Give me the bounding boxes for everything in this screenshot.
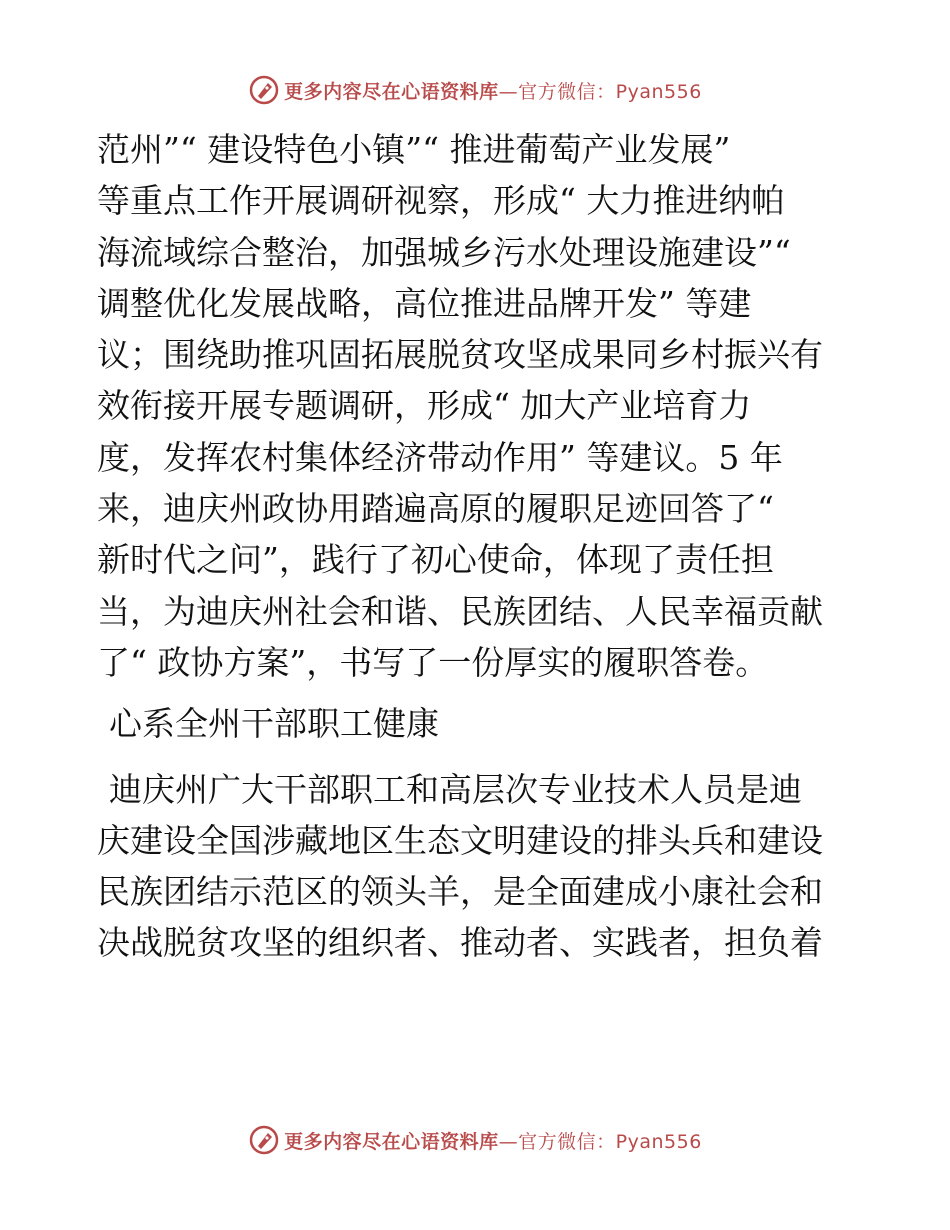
footer-promo-text (284, 1127, 702, 1154)
paragraph-1-line: 来，迪庆州政协用踏遍高原的履职足迹回答了“ (97, 489, 774, 529)
paragraph-1-line: 议；围绕助推巩固拓展脱贫攻坚成果同乡村振兴有 (97, 335, 823, 375)
paragraph-2 (97, 764, 857, 969)
paragraph-1-line: 调整优化发展战略，高位推进品牌开发” 等建 (97, 283, 752, 323)
header-banner (0, 70, 950, 110)
paragraph-1-line: 范州”“ 建设特色小镇”“ 推进葡萄产业发展” (97, 130, 731, 169)
paragraph-2-line: 民族团结示范区的领头羊，是全面建成小康社会和 (97, 872, 823, 912)
paragraph-1-line: 新时代之问”，践行了初心使命，体现了责任担 (97, 540, 774, 580)
header-promo-lead: 更多内容尽在心语资料库 (284, 80, 499, 103)
header-promo-text (284, 77, 702, 104)
paragraph-1-line: 等重点工作开展调研视察，形成“ 大力推进纳帕 (97, 181, 785, 221)
footer-promo-tail: —官方微信：Pyan556 (498, 1130, 702, 1153)
footer-banner (0, 1120, 950, 1160)
pen-nib-circle-logo-icon (248, 74, 280, 106)
paragraph-2-line: 决战脱贫攻坚的组织者、推动者、实践者，担负着 (97, 923, 823, 963)
paragraph-1-line: 了“ 政协方案”，书写了一份厚实的履职答卷。 (97, 642, 769, 682)
pen-nib-circle-logo-icon (248, 1124, 280, 1156)
paragraph-1-line: 效衔接开展专题调研，形成“ 加大产业培育力 (97, 386, 752, 426)
paragraph-1-line: 度，发挥农村集体经济带动作用” 等建议。5 年 (97, 437, 783, 477)
paragraph-2-line: 庆建设全国涉藏地区生态文明建设的排头兵和建设 (97, 820, 823, 860)
section-heading: 心系全州干部职工健康 (109, 704, 439, 744)
document-body (97, 124, 857, 969)
paragraph-2-line: 迪庆州广大干部职工和高层次专业技术人员是迪 (109, 769, 802, 809)
paragraph-1 (97, 124, 857, 688)
paragraph-1-line: 当，为迪庆州社会和谐、民族团结、人民幸福贡献 (97, 591, 823, 631)
paragraph-1-line: 海流域综合整治，加强城乡污水处理设施建设”“ (97, 232, 791, 272)
header-promo-tail: —官方微信：Pyan556 (498, 80, 702, 103)
footer-promo-lead: 更多内容尽在心语资料库 (284, 1130, 499, 1153)
